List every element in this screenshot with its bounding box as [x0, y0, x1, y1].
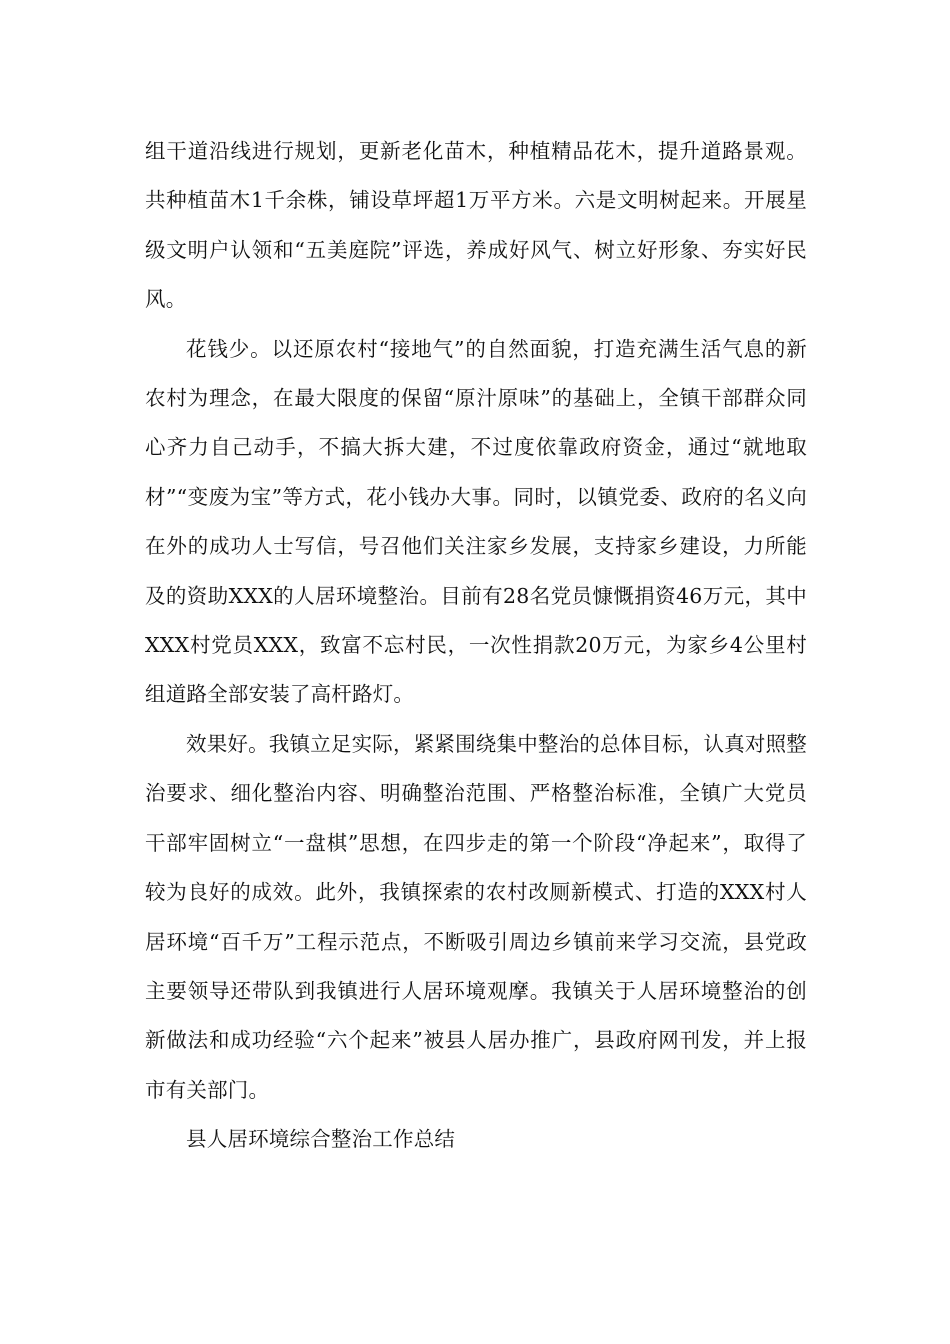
- paragraph-spend-less: 花钱少。以还原农村“接地气”的自然面貌，打造充满生活气息的新农村为理念，在最大限度的保留“原汁原味”的基础上，全镇干部群众同心齐力自己动手，不搞大拆大建，不过度依靠政府资金，通过“就地取材”“变废为宝”等方式，花小钱办大事。同时，以镇党委、政府的名义向在外的成功人士写信，号召他们关注家乡发展，支持家乡建设，力所能及的资助XXX的人居环境整治。目前有28名党员慷慨捐资46万元，其中XXX村党员XXX，致富不忘村民，一次性捐款20万元，为家乡4公里村组道路全部安装了高杆路灯。: [145, 336, 807, 707]
- document-body: [145, 127, 807, 1165]
- paragraph-good-results: 效果好。我镇立足实际，紧紧围绕集中整治的总体目标，认真对照整治要求、细化整治内容、明确整治范围、严格整治标准，全镇广大党员干部牢固树立“一盘棋”思想，在四步走的第一个阶段“净起来”，取得了较为良好的成效。此外，我镇探索的农村改厕新模式、打造的XXX村人居环境“百千万”工程示范点，不断吸引周边乡镇前来学习交流，县党政主要领导还带队到我镇进行人居环境观摩。我镇关于人居环境整治的创新做法和成功经验“六个起来”被县人居办推广，县政府网刊发，并上报市有关部门。: [145, 731, 807, 1102]
- paragraph-continuation: 组干道沿线进行规划，更新老化苗木，种植精品花木，提升道路景观。共种植苗木1千余株，铺设草坪超1万平方米。六是文明树起来。开展星级文明户认领和“五美庭院”评选，养成好风气、树立好形象、夯实好民风。: [145, 139, 807, 312]
- document-title-line: 县人居环境综合整治工作总结: [186, 1127, 456, 1152]
